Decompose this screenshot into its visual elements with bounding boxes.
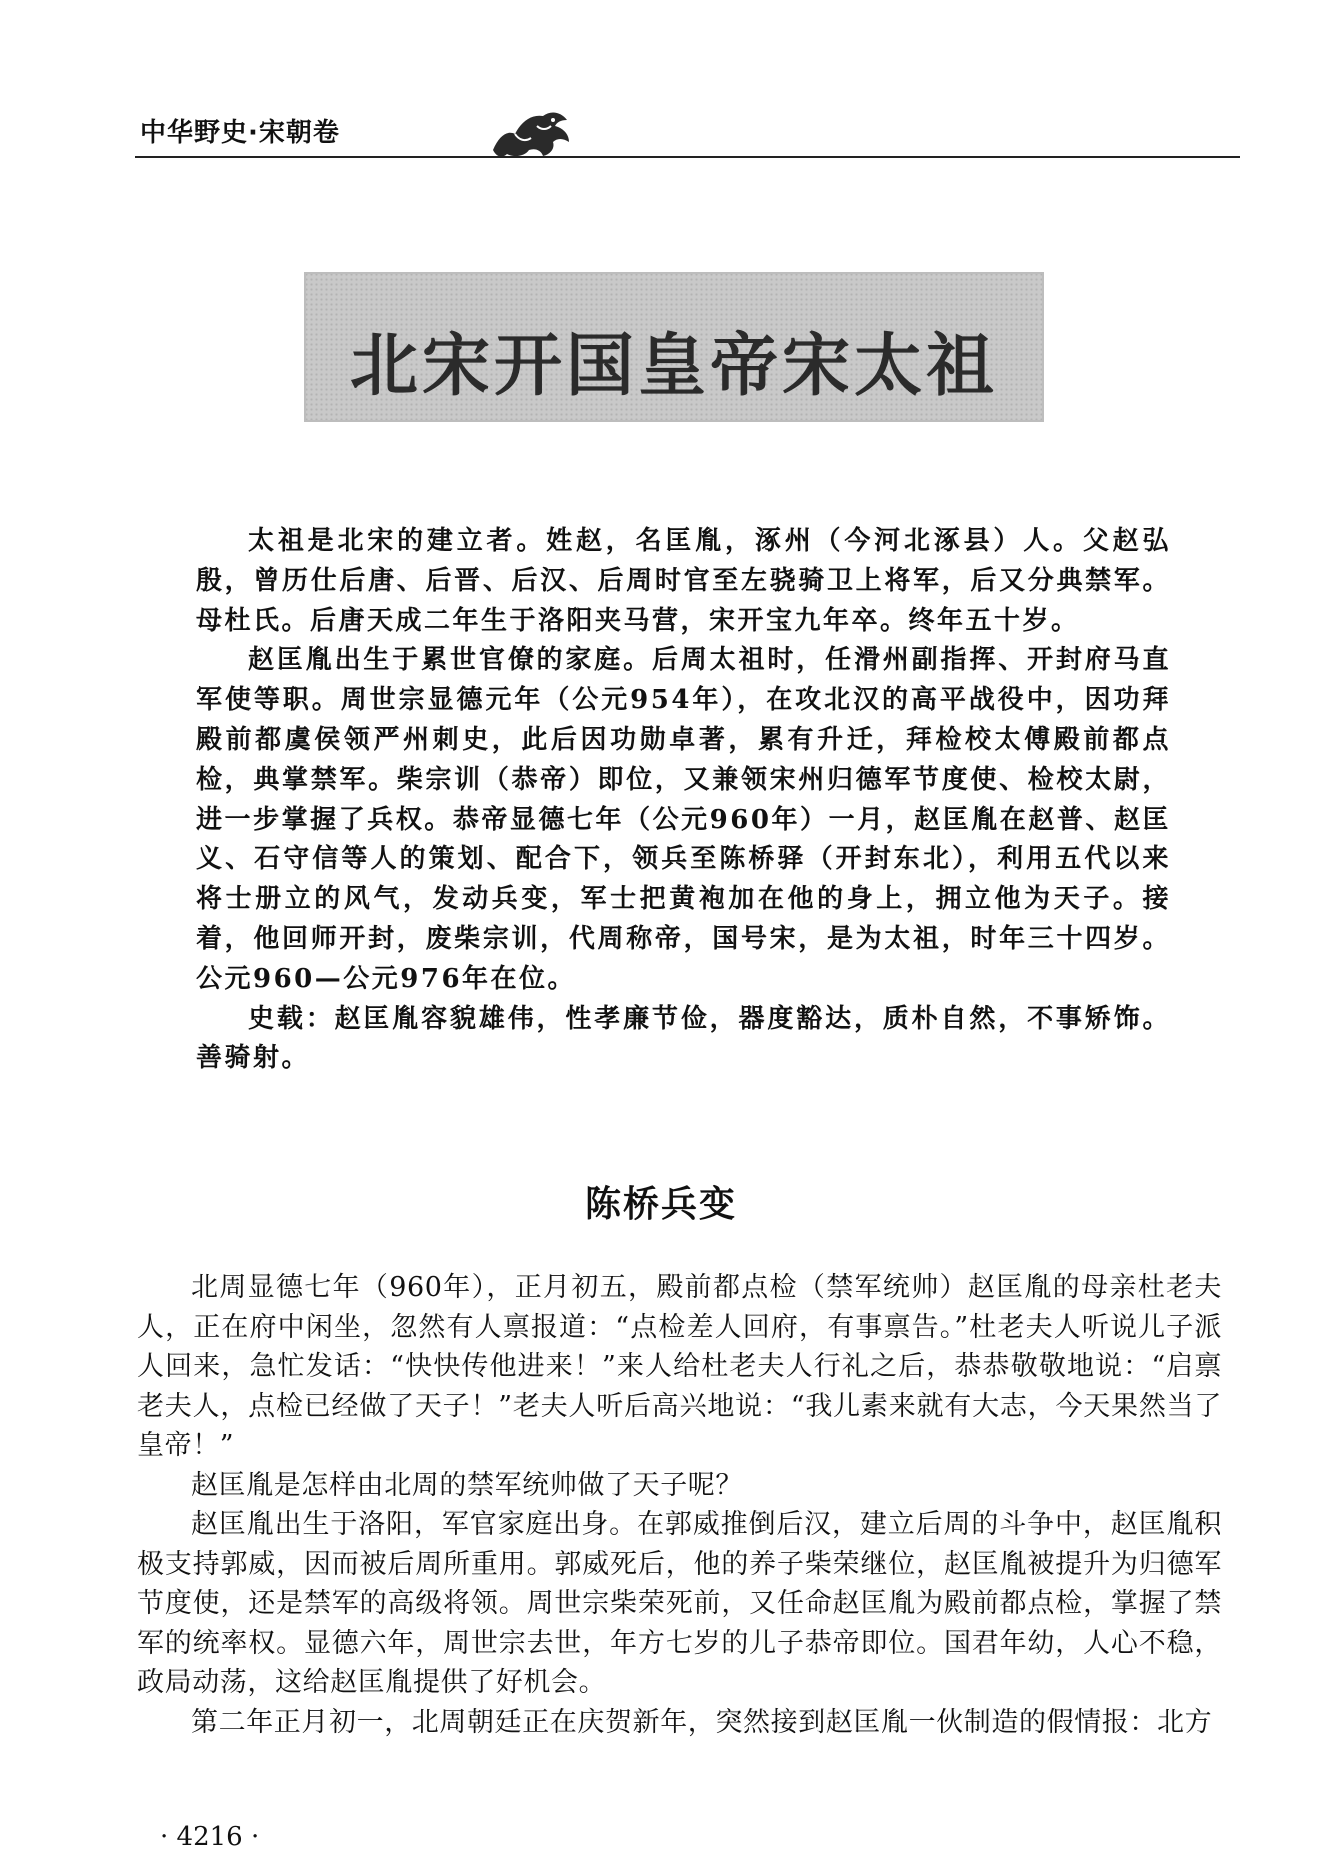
body-paragraph: 赵匡胤是怎样由北周的禁军统帅做了天子呢？ (191, 1469, 743, 1501)
header-rule (135, 156, 1240, 158)
body-paragraph: 北周显德七年（960年），正月初五，殿前都点检（禁军统帅）赵匡胤的母亲杜老夫人，正在府中闲坐，忽然有人禀报道：“点检差人回府，有事禀告。”杜老夫人听说儿子派人回来，急忙发话：“快快传他进来！”来人给杜老夫人行礼之后，恭恭敬敬地说：“启禀老夫人，点检已经做了天子！”老夫人听后高兴地说：“我儿素来就有大志，今天果然当了皇帝！” (137, 1272, 1222, 1461)
running-header: 中华野史·宋朝卷 (140, 118, 340, 148)
chapter-title-banner (304, 272, 1044, 422)
intro-paragraph: 太祖是北宋的建立者。姓赵，名匡胤，涿州（今河北涿县）人。父赵弘殷，曾历仕后唐、后晋、后汉、后周时官至左骁骑卫上将军，后又分典禁军。母杜氏。后唐天成二年生于洛阳夹马营，宋开宝九年卒。终年五十岁。 (196, 526, 1171, 636)
section-body (137, 1268, 1222, 1742)
body-paragraph: 第二年正月初一，北周朝廷正在庆贺新年，突然接到赵匡胤一伙制造的假情报：北方 (191, 1706, 1213, 1738)
chapter-title: 北宋开国皇帝宋太祖 (349, 327, 998, 406)
chapter-intro (196, 522, 1171, 1079)
body-paragraph: 赵匡胤出生于洛阳，军官家庭出身。在郭威推倒后汉，建立后周的斗争中，赵匡胤积极支持郭威，因而被后周所重用。郭威死后，他的养子柴荣继位，赵匡胤被提升为归德军节度使，还是禁军的高级将领。周世宗柴荣死前，又任命赵匡胤为殿前都点检，掌握了禁军的统率权。显德六年，周世宗去世，年方七岁的儿子恭帝即位。国君年幼，人心不稳，政局动荡，这给赵匡胤提供了好机会。 (137, 1509, 1222, 1698)
page-number: · 4216 · (160, 1822, 260, 1852)
intro-paragraph: 赵匡胤出生于累世官僚的家庭。后周太祖时，任滑州副指挥、开封府马直军使等职。周世宗显德元年（公元954年），在攻北汉的高平战役中，因功拜殿前都虞侯领严州刺史，此后因功勋卓著，累有升迁，拜检校太傅殿前都点检，典掌禁军。柴宗训（恭帝）即位，又兼领宋州归德军节度使、检校太尉，进一步掌握了兵权。恭帝显德七年（公元960年）一月，赵匡胤在赵普、赵匡义、石守信等人的策划、配合下，领兵至陈桥驿（开封东北），利用五代以来将士册立的风气，发动兵变，军士把黄袍加在他的身上，拥立他为天子。接着，他回师开封，废柴宗训，代周称帝，国号宋，是为太祖，时年三十四岁。公元960—公元976年在位。 (196, 645, 1171, 994)
dragon-icon (485, 100, 575, 162)
section-title: 陈桥兵变 (584, 1184, 737, 1225)
intro-paragraph: 史载：赵匡胤容貌雄伟，性孝廉节俭，器度豁达，质朴自然，不事矫饰。善骑射。 (196, 1003, 1171, 1074)
